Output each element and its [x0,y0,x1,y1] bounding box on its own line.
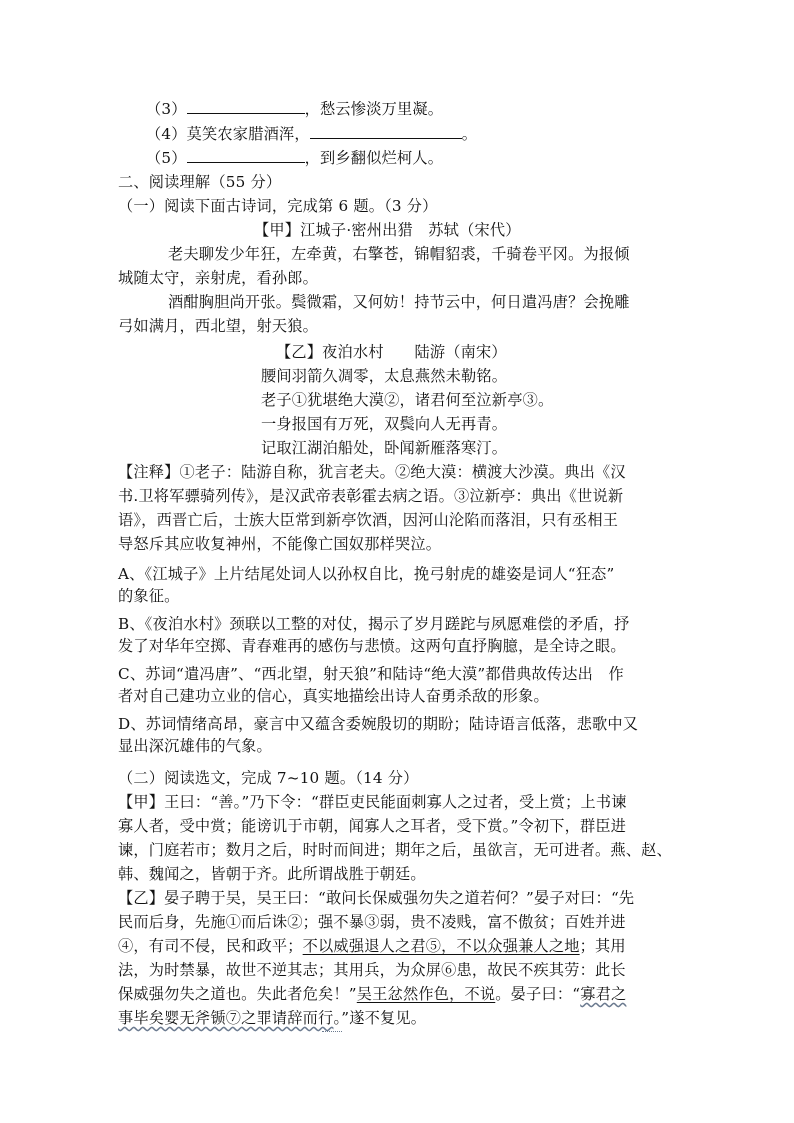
passage-text: ④，有司不侵，民和政平； [118,937,303,955]
answer-blank[interactable] [187,148,305,163]
underlined-sentence: 吴王忿然作色，不说 [356,985,496,1003]
poem-b-line: 记取江湖泊船处，卧闻新雁落寒汀。 [261,439,508,457]
poem-b-line: 一身报国有万死，双鬓向人无再青。 [261,415,508,433]
poem-a-line: 酒酣胸胆尚开张。鬓微霜，又何妨！持节云中，何日遣冯唐？会挽雕 [168,293,630,311]
passage-b-line [118,983,626,1005]
item-number: （4） [146,125,187,143]
option-a-cont: 的象征。 [118,587,180,605]
option-a: A、《江城子》上片结尾处词人以孙权自比，挽弓射虎的雄姿是词人“狂态” [118,565,615,583]
notes-line: 语》，西晋亡后，士族大臣常到新亭饮酒，因河山沦陷而落泪，只有丞相王 [118,511,619,529]
passage-a-line: 韩、魏闻之，皆朝于齐。此所谓战胜于朝廷。 [118,865,426,883]
option-c: C、苏词“遣冯唐”、“西北望，射天狼”和陆诗“绝大漠”都借典故传达出 作 [118,665,624,683]
wavy-underlined-text: 事毕矣婴无斧锧⑦之罪请辞而行 [118,1009,334,1027]
section-title: 二、阅读理解（55 分） [118,173,282,191]
item-number: （5） [146,149,187,167]
option-b-cont: 发了对华年空掷、青春难再的感伤与悲愤。这两句直抒胸臆，是全诗之眼。 [118,637,626,655]
poem-a-line: 老夫聊发少年狂，左牵黄，右擎苍，锦帽貂裘，千骑卷平冈。为报倾 [168,245,630,263]
passage-text: ；其用 [579,937,626,955]
passage-b-line: 【乙】晏子聘于吴，吴王曰：“敢问长保威强勿失之道若何？”晏子对曰：“先 [118,889,635,907]
notes-line: 【注释】①老子：陆游自称，犹言老夫。②绝大漠：横渡大沙漠。典出《汉 [118,463,626,481]
passage-b-line: 法，为时禁暴，故世不逆其志；其用兵，为众屏⑥患，故民不疾其劳：此长 [118,961,626,979]
passage-text: 。”遂不复见。 [333,1009,427,1027]
passage-a-line: 寡人者，受中赏；能谤讥于市朝，闻寡人之耳者，受下赏。”令初下，群臣进 [118,817,627,835]
answer-blank[interactable] [187,99,305,114]
poem-b-line: 腰间羽箭久凋零，太息燕然未勒铭。 [261,367,508,385]
item-text: ，到乡翻似烂柯人。 [304,149,444,167]
item-text: ，愁云惨淡万里凝。 [304,100,444,118]
wavy-underlined-text: 寡君之 [580,985,627,1003]
passage-b-line [118,935,626,957]
passage-a-line: 谏，门庭若市；数月之后，时时而间进；期年之后，虽欲言，无可进者。燕、赵、 [118,841,672,859]
poem-b-line: 老子①犹堪绝大漠②，诸君何至泣新亭③。 [261,391,554,409]
part1-heading: （一）阅读下面古诗词，完成第 6 题。（3 分） [118,197,438,215]
poem-a-line: 弓如满月，西北望，射天狼。 [118,317,319,335]
poem-b-title: 【乙】夜泊水村 陆游（南宋） [276,343,507,361]
fill-item-5 [146,147,443,169]
part2-heading: （二）阅读选文，完成 7~10 题。（14 分） [118,769,419,787]
passage-b-line: 民而后身，先施①而后诛②；强不暴③弱，贵不凌贱，富不傲贫；百姓并进 [118,913,626,931]
item-number: （3） [146,100,187,118]
passage-a-line: 【甲】王曰：“善。”乃下令：“群臣吏民能面刺寡人之过者，受上赏；上书谏 [118,793,627,811]
item-text: 。 [461,125,478,143]
option-b: B、《夜泊水村》颈联以工整的对仗，揭示了岁月蹉跎与夙愿难偿的矛盾，抒 [118,615,630,633]
item-text: 莫笑农家腊酒浑， [186,125,310,143]
wavy-mark [322,1031,342,1036]
notes-line: 书.卫将军骠骑列传》，是汉武帝表彰霍去病之语。③泣新亭：典出《世说新 [118,487,624,505]
poem-a-title: 【甲】江城子·密州出猎 苏轼（宋代） [254,221,521,239]
option-d: D、苏词情绪高昂，豪言中又蕴含委婉殷切的期盼；陆诗语言低落，悲歌中又 [118,715,639,733]
fill-item-4 [146,123,477,145]
poem-a-line: 城随太守，亲射虎，看孙郎。 [118,269,319,287]
answer-blank[interactable] [310,124,462,139]
passage-b-line [118,1007,426,1029]
option-c-cont: 者对自己建功立业的信心，真实地描绘出诗人奋勇杀敌的形象。 [118,687,549,705]
passage-text: 保威强勿失之道也。失此者危矣！” [118,985,357,1003]
notes-line: 导怒斥其应收复神州，不能像亡国奴那样哭泣。 [118,535,442,553]
underlined-sentence: 不以威强退人之君⑤，不以众强兼人之地 [302,937,580,955]
fill-item-3 [146,98,443,120]
passage-text: 。晏子曰：“ [495,985,581,1003]
option-d-cont: 显出深沉雄伟的气象。 [118,737,272,755]
